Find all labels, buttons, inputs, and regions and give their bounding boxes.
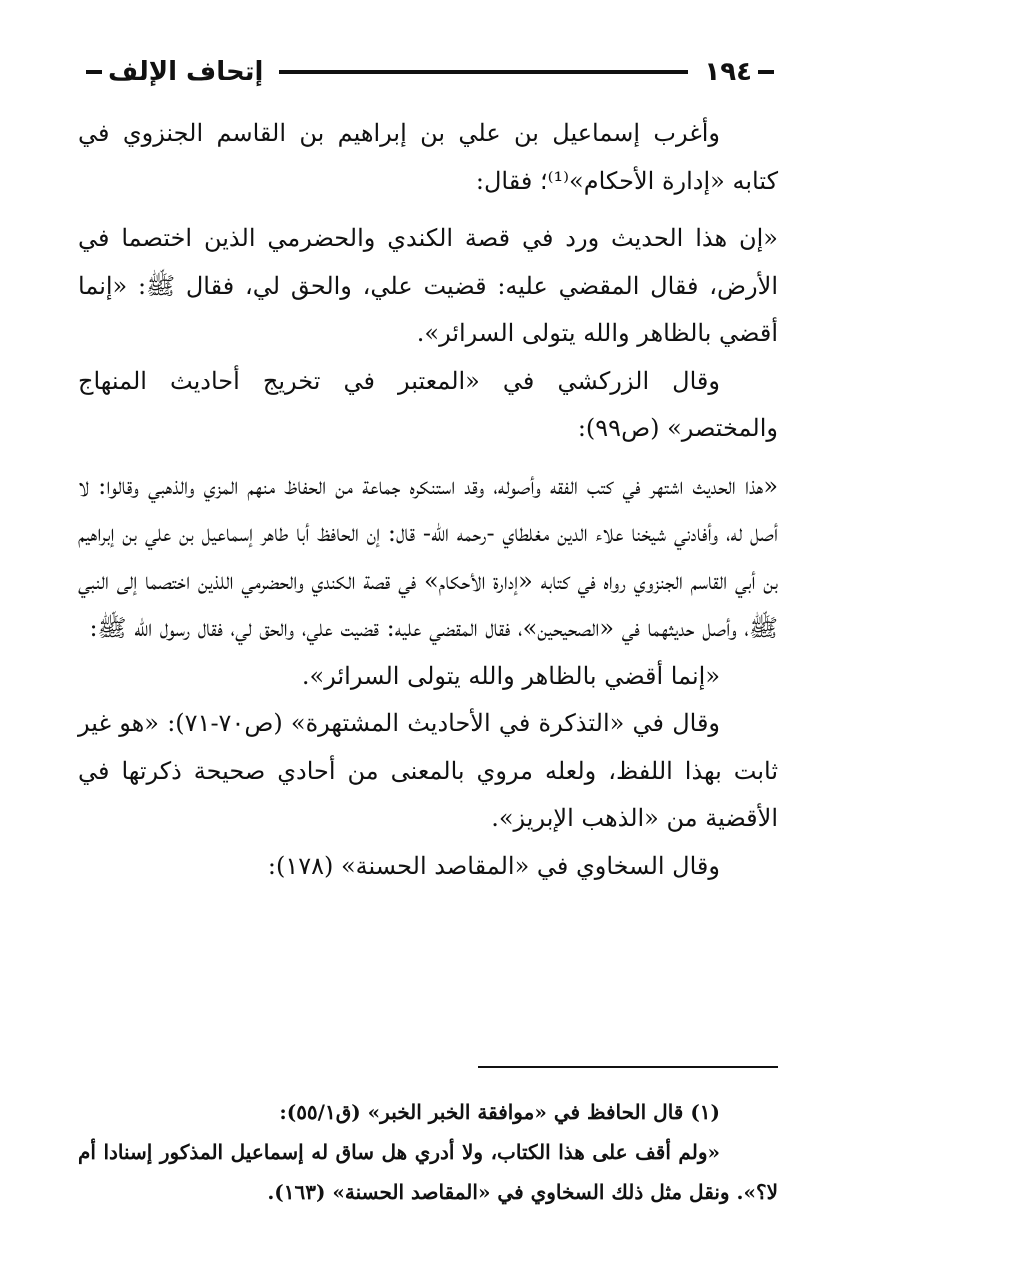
footnote-divider [478,1066,778,1068]
paragraph: «إن هذا الحديث ورد في قصة الكندي والحضرمي الذين اختصما في الأرض، فقال المقضي عليه: قضيت علي، والحق لي، فقال ﷺ: «إنما أقضي بالظاهر والله يتولى السرائر». [78,224,778,347]
footnotes [78,1092,778,1212]
main-text [78,110,778,890]
quoted-hadith: «إنما أقضي بالظاهر والله يتولى السرائر». [301,661,720,690]
header-dash [86,70,102,74]
header-rule [279,70,688,74]
paragraph: وقال الزركشي في «المعتبر في تخريج أحاديث المنهاج والمختصر» (ص٩٩): [78,366,778,442]
page-number: ١٩٤ [704,57,752,87]
paragraph: وقال في «التذكرة في الأحاديث المشتهرة» (ص٧٠-٧١): «هو غير ثابت بهذا اللفظ، ولعله مروي بالمعنى من أحادي صحيحة ذكرتها في الأقضية من «الذهب الإبريز». [78,709,779,832]
footnote: (١) قال الحافظ في «موافقة الخبر الخبر» (ق٥٥/١): [279,1100,720,1124]
paragraph: وقال السخاوي في «المقاصد الحسنة» (١٧٨): [267,851,720,880]
footnote: «ولم أقف على هذا الكتاب، ولا أدري هل ساق له إسماعيل المذكور إسنادا أم لا؟». ونقل مثل ذلك السخاوي في «المقاصد الحسنة» (١٦٣). [78,1140,778,1204]
page-header [80,48,780,96]
paragraph: وأغرب إسماعيل بن علي بن إبراهيم بن القاسم الجنزوي في كتابه «إدارة الأحكام»⁽¹⁾؛ فقال: [78,119,778,195]
header-dash [758,70,774,74]
paragraph: «هذا الحديث اشتهر في كتب الفقه وأصوله، وقد استنكره جماعة من الحفاظ منهم المزي والذهبي وقالوا: لا أصل له، وأفادني شيخنا علاء الدين مغلطاي -رحمه الله- قال: إن الحافظ أبا طاهر إسماعيل بن علي بن إبراهيم بن أبي القاسم الجنزوي رواه في كتابه «إدارة الأحكام» في قصة الكندي والحضرمي اللذين اختصما إلى النبي ﷺ، وأصل حديثهما في «الصحيحين»، فقال المقضي عليه: قضيت علي، والحق لي، فقال رسول الله ﷺ: [78,471,778,642]
book-title: إتحاف الإلف [108,57,264,87]
